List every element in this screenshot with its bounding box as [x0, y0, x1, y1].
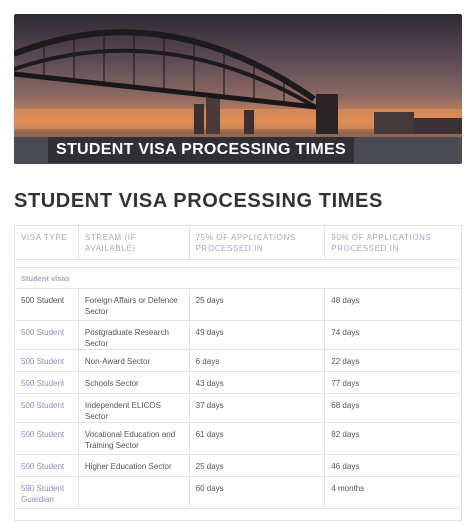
cell-visa-type: 500 Student — [15, 372, 79, 394]
spacer-row — [15, 509, 462, 521]
table-row — [15, 372, 462, 394]
cell-stream — [78, 477, 189, 509]
table-row — [15, 477, 462, 509]
cell-stream: Non-Award Sector — [78, 350, 189, 372]
cell-75: 49 days — [189, 321, 325, 350]
cell-visa-type: 500 Student — [15, 321, 79, 350]
cell-90: 48 days — [325, 289, 462, 321]
cell-visa-type: 500 Student — [15, 455, 79, 477]
header-90-percent: 90% OF APPLICATIONS PROCESSED IN — [325, 226, 462, 260]
cell-visa-type: 500 Student — [15, 289, 79, 321]
cell-90: 68 days — [325, 394, 462, 423]
cell-75: 25 days — [189, 289, 325, 321]
cell-90: 22 days — [325, 350, 462, 372]
section-row — [15, 268, 462, 289]
table-header-row — [15, 226, 462, 260]
cell-visa-type: 500 Student — [15, 350, 79, 372]
cell-90: 74 days — [325, 321, 462, 350]
cell-90: 4 months — [325, 477, 462, 509]
table-row — [15, 423, 462, 455]
table-row — [15, 455, 462, 477]
cell-stream: Vocational Education and Training Sector — [78, 423, 189, 455]
cell-90: 82 days — [325, 423, 462, 455]
cell-stream: Postgraduate Research Sector — [78, 321, 189, 350]
table-row — [15, 289, 462, 321]
table-row — [15, 321, 462, 350]
cell-visa-type: 500 Student — [15, 423, 79, 455]
cell-75: 43 days — [189, 372, 325, 394]
cell-visa-type: 500 Student — [15, 394, 79, 423]
cell-75: 37 days — [189, 394, 325, 423]
cell-75: 61 days — [189, 423, 325, 455]
cell-75: 6 days — [189, 350, 325, 372]
cell-90: 77 days — [325, 372, 462, 394]
table-row — [15, 394, 462, 423]
cell-stream: Independent ELICOS Sector — [78, 394, 189, 423]
cell-75: 25 days — [189, 455, 325, 477]
cell-stream: Higher Education Sector — [78, 455, 189, 477]
spacer-row — [15, 260, 462, 268]
header-visa-type: VISA TYPE — [15, 226, 79, 260]
processing-times-table — [14, 225, 462, 521]
cell-stream: Schools Sector — [78, 372, 189, 394]
header-stream: STREAM (IF AVAILABLE) — [78, 226, 189, 260]
section-label: Student visas — [15, 268, 462, 289]
hero-banner — [14, 14, 462, 164]
cell-75: 60 days — [189, 477, 325, 509]
cell-visa-type: 590 Student Guardian — [15, 477, 79, 509]
header-75-percent: 75% OF APPLICATIONS PROCESSED IN — [189, 226, 325, 260]
table-row — [15, 350, 462, 372]
cell-90: 46 days — [325, 455, 462, 477]
page-title: STUDENT VISA PROCESSING TIMES — [14, 190, 383, 212]
hero-title: STUDENT VISA PROCESSING TIMES — [48, 137, 354, 163]
cell-stream: Foreign Affairs or Defence Sector — [78, 289, 189, 321]
